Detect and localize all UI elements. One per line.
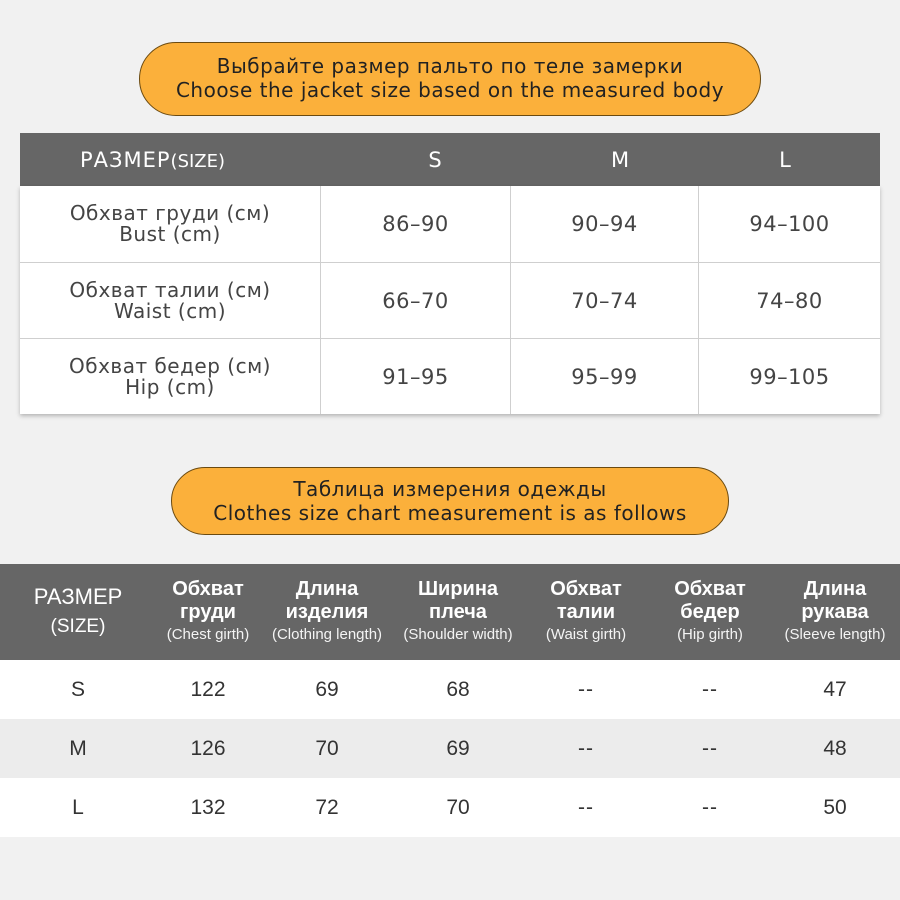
chest-cell: 132 xyxy=(190,795,226,819)
table-row xyxy=(20,186,880,262)
header-size: РАЗМЕР (SIZE) xyxy=(33,584,123,637)
value-cell: 86–90 xyxy=(321,186,511,262)
banner-text-ru: Выбрайте размер пальто по теле замерки xyxy=(216,54,684,78)
hip-cell: -- xyxy=(702,736,718,760)
value-cell: 95–99 xyxy=(511,339,699,414)
hip-cell: -- xyxy=(702,677,718,701)
hip-cell: -- xyxy=(702,795,718,819)
table-header xyxy=(0,564,900,660)
header-sleeve-length: Длина рукава (Sleeve length) xyxy=(784,578,886,643)
size-column-m: M xyxy=(610,147,630,172)
value-cell: 66–70 xyxy=(321,263,511,338)
size-cell: L xyxy=(72,795,84,819)
value-cell: 99–105 xyxy=(749,364,830,389)
chest-cell: 122 xyxy=(190,677,226,701)
table-row xyxy=(20,338,880,414)
table-row xyxy=(20,262,880,338)
row-label: Обхват талии (см) Waist (cm) xyxy=(20,263,321,338)
size-header: РАЗМЕР(SIZE) xyxy=(80,147,226,172)
value-cell: 91–95 xyxy=(321,339,511,414)
table-row xyxy=(0,778,900,837)
length-cell: 69 xyxy=(315,677,339,701)
banner-text-en: Choose the jacket size based on the measured body xyxy=(175,78,725,102)
shoulder-cell: 68 xyxy=(446,677,470,701)
shoulder-cell: 69 xyxy=(446,736,470,760)
clothes-chart-banner xyxy=(171,467,729,535)
waist-cell: -- xyxy=(578,795,594,819)
value-cell: 94–100 xyxy=(749,212,830,236)
chest-cell: 126 xyxy=(190,736,226,760)
waist-cell: -- xyxy=(578,736,594,760)
row-label: Обхват бедер (см) Hip (cm) xyxy=(20,339,321,414)
header-shoulder-width: Ширина плеча (Shoulder width) xyxy=(403,578,513,643)
length-cell: 70 xyxy=(315,736,339,760)
header-clothing-length: Длина изделия (Clothing length) xyxy=(271,578,383,643)
header-waist-girth: Обхват талии (Waist girth) xyxy=(545,578,627,643)
sleeve-cell: 47 xyxy=(823,677,847,701)
body-measurement-table xyxy=(20,133,880,414)
waist-cell: -- xyxy=(578,677,594,701)
header-chest-girth: Обхват груди (Chest girth) xyxy=(166,578,250,643)
length-cell: 72 xyxy=(315,795,339,819)
table-row xyxy=(0,719,900,778)
row-label: Обхват груди (см) Bust (cm) xyxy=(20,186,321,262)
jacket-size-banner xyxy=(139,42,761,116)
banner-text-en: Clothes size chart measurement is as follows xyxy=(213,501,687,525)
value-cell: 70–74 xyxy=(511,263,699,338)
size-cell: S xyxy=(70,677,85,701)
sleeve-cell: 50 xyxy=(823,795,847,819)
table-header xyxy=(20,133,880,186)
banner-text-ru: Таблица измерения одежды xyxy=(293,477,607,501)
size-column-l: L xyxy=(779,147,791,172)
table-row xyxy=(0,660,900,719)
sleeve-cell: 48 xyxy=(823,736,847,760)
size-cell: M xyxy=(69,736,87,760)
value-cell: 74–80 xyxy=(756,288,823,313)
shoulder-cell: 70 xyxy=(446,795,470,819)
garment-size-table xyxy=(0,564,900,837)
value-cell: 90–94 xyxy=(511,186,699,262)
header-hip-girth: Обхват бедер (Hip girth) xyxy=(674,578,746,643)
size-column-s: S xyxy=(428,147,442,172)
